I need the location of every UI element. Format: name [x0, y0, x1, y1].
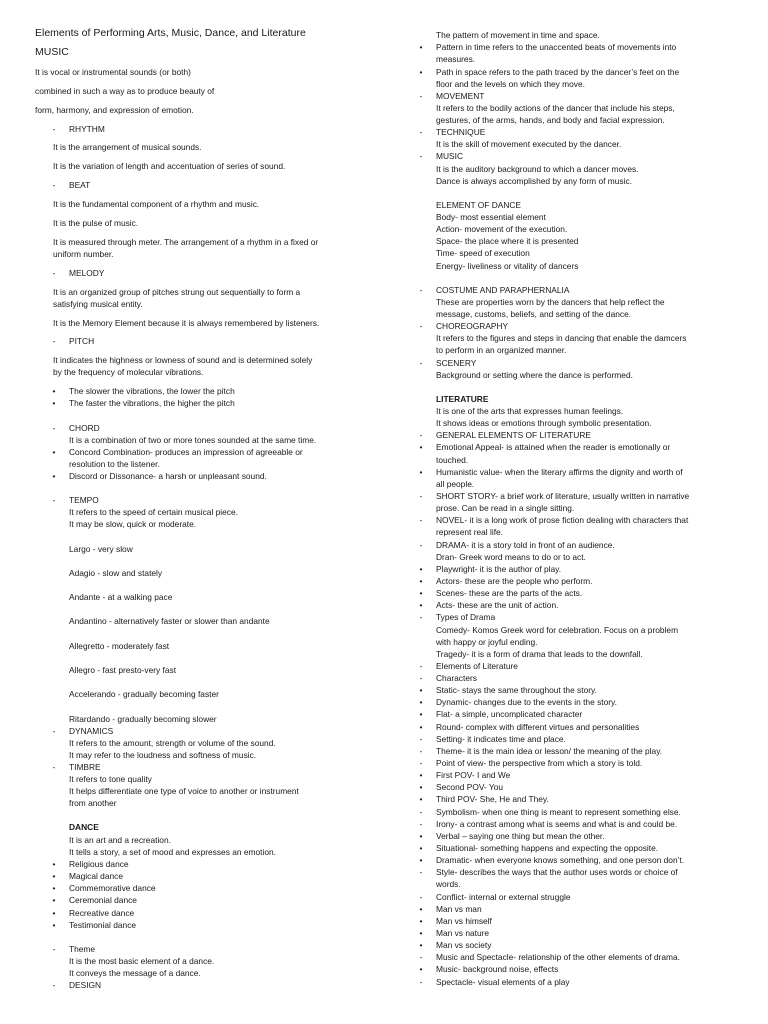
text-line: Humanistic value- when the literary affirms the dignity and worth of — [436, 467, 683, 477]
text-line: by the frequency of molecular vibrations. — [53, 367, 204, 377]
dash-marker: - — [419, 819, 423, 829]
text-line: Dran- Greek word means to do or to act. — [436, 552, 586, 562]
text-line: Flat- a simple, uncomplicated character — [436, 709, 583, 719]
text-line: GENERAL ELEMENTS OF LITERATURE — [436, 430, 591, 440]
text-line: Dramatic- when everyone knows something, and one person don’t. — [436, 855, 685, 865]
text-line: BEAT — [69, 180, 91, 190]
bullet-marker: • — [419, 770, 423, 780]
text-line: Commemorative dance — [69, 883, 156, 893]
bullet-marker: • — [52, 871, 56, 881]
bullet-marker: • — [52, 447, 56, 457]
text-line: It is the skill of movement executed by the dancer. — [436, 139, 622, 149]
text-line: Background or setting where the dance is performed. — [436, 370, 633, 380]
text-line: Ceremonial dance — [69, 895, 137, 905]
text-line: resolution to the listener. — [69, 459, 160, 469]
bullet-marker: • — [52, 908, 56, 918]
bullet-marker: • — [419, 831, 423, 841]
dash-marker: - — [52, 762, 56, 772]
text-line: ELEMENT OF DANCE — [436, 200, 522, 210]
text-line: Point of view- the perspective from which a story is told. — [436, 758, 643, 768]
text-line: It may refer to the loudness and softness of music. — [69, 750, 257, 760]
text-line: Style- describes the ways that the author uses words or choice of — [436, 867, 678, 877]
bullet-marker: • — [419, 904, 423, 914]
text-line: prose. Can be read in a single sitting. — [436, 503, 575, 513]
bullet-marker: • — [419, 709, 423, 719]
section-heading: DANCE — [69, 822, 99, 832]
text-line: It shows ideas or emotions through symbolic presentation. — [436, 418, 652, 428]
text-line: RHYTHM — [69, 124, 105, 134]
dash-marker: - — [419, 91, 423, 101]
text-line: It conveys the message of a dance. — [69, 968, 201, 978]
document-title: Elements of Performing Arts, Music, Dance, and Literature — [35, 27, 306, 39]
text-line: Third POV- She, He and They. — [436, 794, 549, 804]
bullet-marker: • — [419, 782, 423, 792]
text-line: Theme — [69, 944, 96, 954]
text-line: These are properties worn by the dancers that help reflect the — [436, 297, 665, 307]
dash-marker: - — [419, 758, 423, 768]
text-line: MELODY — [69, 268, 105, 278]
text-line: Situational- something happens and expecting the opposite. — [436, 843, 659, 853]
text-line: It is one of the arts that expresses human feelings. — [436, 406, 624, 416]
text-line: It may be slow, quick or moderate. — [69, 519, 197, 529]
text-line: Theme- it is the main idea or lesson/ the meaning of the play. — [436, 746, 663, 756]
text-line: The slower the vibrations, the lower the pitch — [69, 386, 235, 396]
bullet-marker: • — [419, 697, 423, 707]
text-line: words. — [436, 879, 461, 889]
text-line: SHORT STORY- a brief work of literature, usually written in narrative — [436, 491, 690, 501]
text-line: TEMPO — [69, 495, 99, 505]
text-line: to perform in an organized manner. — [436, 345, 567, 355]
text-line: form, harmony, and expression of emotion. — [35, 105, 194, 115]
bullet-marker: • — [52, 859, 56, 869]
text-line: Second POV- You — [436, 782, 504, 792]
text-line: Body- most essential element — [436, 212, 546, 222]
dash-marker: - — [52, 180, 56, 190]
text-line: Characters — [436, 673, 477, 683]
bullet-marker: • — [52, 471, 56, 481]
text-line: It is the pulse of music. — [53, 218, 139, 228]
dash-marker: - — [419, 807, 423, 817]
dash-marker: - — [419, 491, 423, 501]
text-line: Religious dance — [69, 859, 129, 869]
bullet-marker: • — [419, 722, 423, 732]
text-line: It is vocal or instrumental sounds (or both) — [35, 67, 191, 77]
text-line: Conflict- internal or external struggle — [436, 892, 571, 902]
text-line: satisfying musical entity. — [53, 299, 143, 309]
bullet-marker: • — [419, 964, 423, 974]
text-line: It is the arrangement of musical sounds. — [53, 142, 202, 152]
dash-marker: - — [52, 124, 56, 134]
dash-marker: - — [52, 980, 56, 990]
text-line: COSTUME AND PARAPHERNALIA — [436, 285, 570, 295]
text-line: uniform number. — [53, 249, 114, 259]
music-heading: MUSIC — [35, 46, 69, 58]
text-line: CHOREOGRAPHY — [436, 321, 509, 331]
text-line: The faster the vibrations, the higher the pitch — [69, 398, 235, 408]
dash-marker: - — [52, 423, 56, 433]
text-line: It refers to tone quality — [69, 774, 152, 784]
text-line: Music- background noise, effects — [436, 964, 559, 974]
text-line: Testimonial dance — [69, 920, 137, 930]
text-line: Elements of Literature — [436, 661, 518, 671]
text-line: DYNAMICS — [69, 726, 114, 736]
bullet-marker: • — [419, 928, 423, 938]
text-line: Man vs himself — [436, 916, 492, 926]
text-line: Energy- liveliness or vitality of dancers — [436, 261, 579, 271]
text-line: Path in space refers to the path traced by the dancer’s feet on the — [436, 67, 680, 77]
text-line: It is an art and a recreation. — [69, 835, 171, 845]
text-line: message, customs, beliefs, and setting of the dance. — [436, 309, 632, 319]
bullet-marker: • — [52, 398, 56, 408]
bullet-marker: • — [52, 883, 56, 893]
text-line: with happy or joyful ending. — [436, 637, 538, 647]
bullet-marker: • — [419, 600, 423, 610]
text-line: It is an organized group of pitches strung out sequentially to form a — [53, 287, 301, 297]
text-line: Music and Spectacle- relationship of the other elements of drama. — [436, 952, 680, 962]
dash-marker: - — [419, 673, 423, 683]
text-line: Largo - very slow — [69, 544, 133, 554]
bullet-marker: • — [419, 855, 423, 865]
text-line: MOVEMENT — [436, 91, 485, 101]
text-line: Andante - at a walking pace — [69, 592, 173, 602]
dash-marker: - — [419, 612, 423, 622]
text-line: Emotional Appeal- is attained when the reader is emotionally or — [436, 442, 671, 452]
text-line: It is the auditory background to which a dancer moves. — [436, 164, 639, 174]
text-line: Verbal – saying one thing but mean the other. — [436, 831, 605, 841]
bullet-marker: • — [52, 895, 56, 905]
bullet-marker: • — [419, 843, 423, 853]
bullet-marker: • — [419, 916, 423, 926]
text-line: Dance is always accomplished by any form of music. — [436, 176, 632, 186]
text-line: Comedy- Komos Greek word for celebration. Focus on a problem — [436, 625, 679, 635]
text-line: Recreative dance — [69, 908, 135, 918]
bullet-marker: • — [419, 467, 423, 477]
text-line: Space- the place where it is presented — [436, 236, 579, 246]
bullet-marker: • — [52, 386, 56, 396]
text-line: Setting- it indicates time and place. — [436, 734, 566, 744]
text-line: Man vs nature — [436, 928, 490, 938]
text-line: It refers to the speed of certain musical piece. — [69, 507, 238, 517]
dash-marker: - — [52, 336, 56, 346]
dash-marker: - — [419, 661, 423, 671]
bullet-marker: • — [419, 67, 423, 77]
text-line: It is the variation of length and accentuation of series of sound. — [53, 161, 286, 171]
text-line: floor and the levels on which they move. — [436, 79, 585, 89]
dash-marker: - — [52, 944, 56, 954]
dash-marker: - — [52, 726, 56, 736]
bullet-marker: • — [419, 576, 423, 586]
text-line: SCENERY — [436, 358, 477, 368]
text-line: Accelerando - gradually becoming faster — [69, 689, 219, 699]
bullet-marker: • — [419, 685, 423, 695]
text-line: measures. — [436, 54, 476, 64]
dash-marker: - — [52, 495, 56, 505]
text-line: Action- movement of the execution. — [436, 224, 568, 234]
dash-marker: - — [419, 892, 423, 902]
text-line: Man vs society — [436, 940, 492, 950]
dash-marker: - — [419, 952, 423, 962]
bullet-marker: • — [419, 442, 423, 452]
text-line: It helps differentiate one type of voice to another or instrument — [69, 786, 299, 796]
dash-marker: - — [419, 515, 423, 525]
text-line: It is the Memory Element because it is always remembered by listeners. — [53, 318, 320, 328]
text-line: Andantino - alternatively faster or slower than andante — [69, 616, 270, 626]
bullet-marker: • — [419, 564, 423, 574]
text-line: touched. — [436, 455, 469, 465]
text-line: DRAMA- it is a story told in front of an audience. — [436, 540, 615, 550]
text-line: Man vs man — [436, 904, 482, 914]
text-line: Playwright- it is the author of play. — [436, 564, 562, 574]
text-line: It is measured through meter. The arrangement of a rhythm in a fixed or — [53, 237, 319, 247]
text-line: TECHNIQUE — [436, 127, 486, 137]
text-line: PITCH — [69, 336, 95, 346]
text-line: Types of Drama — [436, 612, 496, 622]
text-line: It refers to the figures and steps in dancing that enable the damcers — [436, 333, 687, 343]
text-line: First POV- I and We — [436, 770, 511, 780]
text-line: combined in such a way as to produce beauty of — [35, 86, 215, 96]
bullet-marker: • — [419, 940, 423, 950]
text-line: TIMBRE — [69, 762, 101, 772]
dash-marker: - — [419, 358, 423, 368]
dash-marker: - — [419, 151, 423, 161]
text-line: Time- speed of execution — [436, 248, 530, 258]
text-line: Actors- these are the people who perform. — [436, 576, 593, 586]
text-line: Adagio - slow and stately — [69, 568, 163, 578]
text-line: Static- stays the same throughout the story. — [436, 685, 597, 695]
dash-marker: - — [419, 977, 423, 987]
text-line: It is the fundamental component of a rhythm and music. — [53, 199, 260, 209]
text-line: Spectacle- visual elements of a play — [436, 977, 570, 987]
dash-marker: - — [419, 285, 423, 295]
text-line: gestures, of the arms, hands, and body and facial expression. — [436, 115, 665, 125]
text-line: Acts- these are the unit of action. — [436, 600, 559, 610]
text-line: CHORD — [69, 423, 100, 433]
text-line: Dynamic- changes due to the events in the story. — [436, 697, 617, 707]
text-line: DESIGN — [69, 980, 102, 990]
text-line: It indicates the highness or lowness of sound and is determined solely — [53, 355, 313, 365]
text-line: Concord Combination- produces an impression of agreeable or — [69, 447, 303, 457]
bullet-marker: • — [52, 920, 56, 930]
dash-marker: - — [419, 321, 423, 331]
text-line: It is a combination of two or more tones sounded at the same time. — [69, 435, 317, 445]
dash-marker: - — [419, 867, 423, 877]
text-line: Tragedy- it is a form of drama that leads to the downfall. — [436, 649, 643, 659]
text-line: MUSIC — [436, 151, 463, 161]
text-line: It is the most basic element of a dance. — [69, 956, 215, 966]
dash-marker: - — [419, 734, 423, 744]
text-line: Symbolism- when one thing is meant to represent something else. — [436, 807, 681, 817]
text-line: Discord or Dissonance- a harsh or unpleasant sound. — [69, 471, 267, 481]
text-line: Allegro - fast presto-very fast — [69, 665, 177, 675]
bullet-marker: • — [419, 42, 423, 52]
text-line: Allegretto - moderately fast — [69, 641, 170, 651]
dash-marker: - — [52, 268, 56, 278]
section-heading: LITERATURE — [436, 394, 489, 404]
text-line: Magical dance — [69, 871, 124, 881]
text-line: represent real life. — [436, 527, 504, 537]
text-line: The pattern of movement in time and space. — [436, 30, 600, 40]
text-line: Scenes- these are the parts of the acts. — [436, 588, 583, 598]
text-line: Ritardando - gradually becoming slower — [69, 714, 217, 724]
dash-marker: - — [419, 127, 423, 137]
bullet-marker: • — [419, 794, 423, 804]
text-line: It refers to the bodily actions of the dancer that include his steps, — [436, 103, 675, 113]
dash-marker: - — [419, 430, 423, 440]
text-line: It tells a story, a set of mood and expresses an emotion. — [69, 847, 276, 857]
text-line: all people. — [436, 479, 475, 489]
text-line: NOVEL- it is a long work of prose fiction dealing with characters that — [436, 515, 689, 525]
dash-marker: - — [419, 540, 423, 550]
text-line: It refers to the amount, strength or volume of the sound. — [69, 738, 276, 748]
text-line: Irony- a contrast among what is seems and what is and could be. — [436, 819, 678, 829]
text-line: Pattern in time refers to the unaccented beats of movements into — [436, 42, 677, 52]
text-line: Round- complex with different virtues and personalities — [436, 722, 640, 732]
bullet-marker: • — [419, 588, 423, 598]
text-line: from another — [69, 798, 117, 808]
dash-marker: - — [419, 746, 423, 756]
